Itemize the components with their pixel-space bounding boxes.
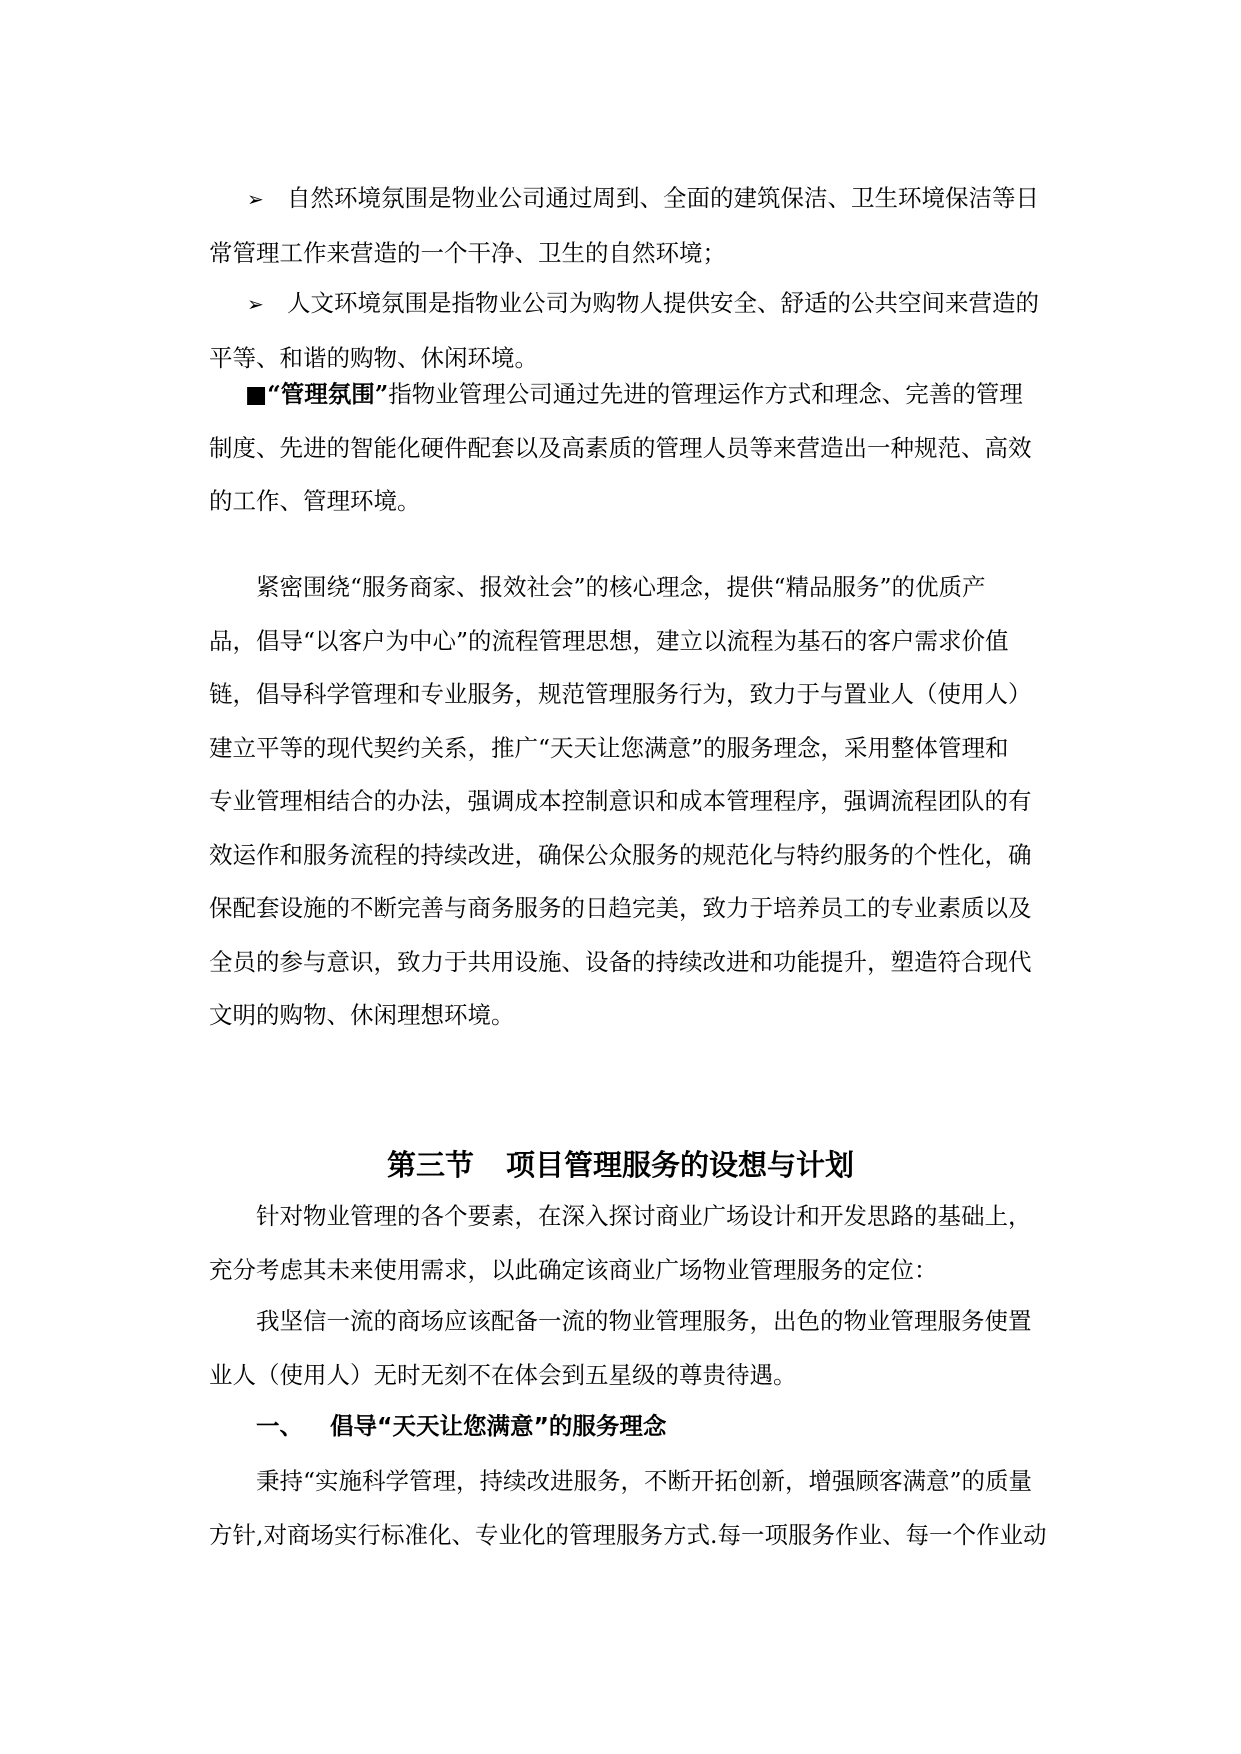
paragraph-line: 效运作和服务流程的持续改进，确保公众服务的规范化与特约服务的个性化，确 — [209, 840, 1032, 869]
bullet-text: 人文环境氛围是指物业公司为购物人提供安全、舒适的公共空间来营造的 — [287, 289, 1039, 317]
paragraph-line: 业人（使用人）无时无刻不在体会到五星级的尊贵待遇。 — [209, 1360, 797, 1389]
paragraph-line: 方针,对商场实行标准化、专业化的管理服务方式.每一项服务作业、每一个作业动 — [209, 1520, 1047, 1549]
arrow-bullet-icon: ➢ — [247, 292, 264, 316]
core-concept-paragraph — [209, 561, 1085, 1043]
paragraph-line: 建立平等的现代契约关系，推广“天天让您满意”的服务理念，采用整体管理和 — [209, 733, 1009, 762]
section-heading: 项目管理服务的设想与计划 — [506, 1148, 855, 1182]
management-atmosphere-line: 制度、先进的智能化硬件配套以及高素质的管理人员等来营造出一种规范、高效 — [209, 433, 1032, 462]
subsection-heading — [256, 1400, 666, 1454]
paragraph-line: 充分考虑其未来使用需求，以此确定该商业广场物业管理服务的定位： — [209, 1255, 938, 1284]
paragraph-line: 我坚信一流的商场应该配备一流的物业管理服务，出色的物业管理服务使置 — [256, 1307, 1032, 1335]
quality-policy-paragraph — [209, 1455, 1085, 1562]
management-atmosphere-text: 指物业管理公司通过先进的管理运作方式和理念、完善的管理 — [388, 380, 1023, 408]
section-number: 第三节 — [386, 1148, 474, 1182]
paragraph-line: 紧密围绕“服务商家、报效社会”的核心理念，提供“精品服务”的优质产 — [256, 573, 986, 601]
bullet-item-natural-environment — [209, 172, 1085, 280]
paragraph-line: 针对物业管理的各个要素，在深入探讨商业广场设计和开发思路的基础上， — [256, 1202, 1032, 1230]
section-title — [0, 1140, 1241, 1190]
paragraph-line: 保配套设施的不断完善与商务服务的日趋完美，致力于培养员工的专业素质以及 — [209, 894, 1032, 922]
square-bullet-icon: ■ — [245, 380, 268, 408]
paragraph-line: 文明的购物、休闲理想环境。 — [209, 1001, 515, 1029]
bullet-continuation: 常管理工作来营造的一个干净、卫生的自然环境； — [209, 238, 726, 267]
paragraph-line: 专业管理相结合的办法，强调成本控制意识和成本管理程序，强调流程团队的有 — [209, 787, 1032, 815]
management-atmosphere-line: 的工作、管理环境。 — [209, 487, 421, 515]
paragraph-line: 链，倡导科学管理和专业服务，规范管理服务行为，致力于与置业人（使用人） — [209, 680, 1032, 708]
bullet-first-line — [209, 277, 1085, 332]
management-atmosphere-paragraph — [209, 368, 1085, 529]
bullet-continuation: 平等、和谐的购物、休闲环境。 — [209, 343, 538, 372]
paragraph-line: 秉持“实施科学管理，持续改进服务，不断开拓创新，增强顾客满意”的质量 — [256, 1467, 1033, 1495]
paragraph-line: 品，倡导“以客户为中心”的流程管理思想，建立以流程为基石的客户需求价值 — [209, 626, 1009, 655]
management-atmosphere-term: “管理氛围” — [267, 380, 389, 408]
management-atmosphere-first-line — [209, 368, 1085, 422]
paragraph-line: 全员的参与意识，致力于共用设施、设备的持续改进和功能提升，塑造符合现代 — [209, 947, 1032, 976]
intro-paragraph — [209, 1190, 1085, 1297]
bullet-text: 自然环境氛围是物业公司通过周到、全面的建筑保洁、卫生环境保洁等日 — [287, 184, 1039, 212]
bullet-first-line — [209, 172, 1085, 227]
arrow-bullet-icon: ➢ — [247, 187, 264, 211]
subsection-title: 倡导“天天让您满意”的服务理念 — [330, 1412, 667, 1440]
subsection-number: 一、 — [256, 1412, 303, 1440]
belief-paragraph — [209, 1295, 1085, 1402]
